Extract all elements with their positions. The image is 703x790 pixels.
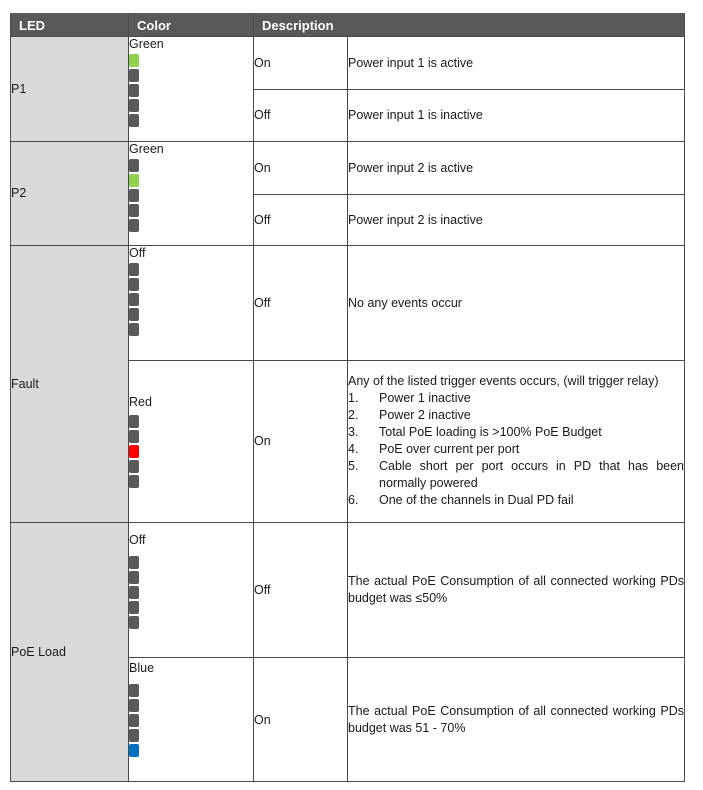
led-off-icon — [129, 278, 139, 291]
color-cell — [129, 360, 254, 522]
led-off-icon — [129, 323, 139, 336]
state-cell: Off — [254, 90, 348, 141]
led-lit-icon — [129, 744, 139, 757]
list-item: 3. Total PoE loading is >100% PoE Budget — [348, 425, 602, 440]
color-label: Off — [129, 532, 146, 547]
color-label: Green — [129, 141, 164, 156]
table-header-row — [11, 14, 685, 37]
state-cell: Off — [254, 246, 348, 361]
led-off-icon — [129, 308, 139, 321]
led-off-icon — [129, 684, 139, 697]
led-off-icon — [129, 204, 139, 217]
fault-trigger-intro: Any of the listed trigger events occurs, (will trigger relay) — [348, 374, 659, 389]
led-lit-icon — [129, 174, 139, 187]
header-color: Color — [129, 14, 254, 37]
led-off-icon — [129, 99, 139, 112]
description-cell: Power input 2 is active — [348, 141, 685, 194]
table-row — [11, 246, 685, 361]
led-off-icon — [129, 714, 139, 727]
led-off-icon — [129, 159, 139, 172]
table-row — [11, 522, 685, 658]
description-cell: Power input 2 is inactive — [348, 194, 685, 245]
led-off-icon — [129, 616, 139, 629]
led-indicator-stack — [129, 159, 253, 232]
led-off-icon — [129, 69, 139, 82]
color-cell — [129, 522, 254, 658]
led-status-table — [10, 13, 685, 782]
led-off-icon — [129, 219, 139, 232]
led-off-icon — [129, 729, 139, 742]
led-indicator-stack — [129, 263, 253, 336]
list-item: 6. One of the channels in Dual PD fail — [348, 493, 574, 508]
header-led: LED — [11, 14, 129, 37]
led-off-icon — [129, 699, 139, 712]
state-cell: On — [254, 360, 348, 522]
table-row — [11, 141, 685, 194]
led-label-p1: P1 — [11, 37, 129, 142]
state-cell: Off — [254, 194, 348, 245]
led-indicator-stack — [129, 415, 253, 488]
led-indicator-stack — [129, 684, 253, 757]
state-cell: On — [254, 37, 348, 90]
led-indicator-stack — [129, 54, 253, 127]
led-label-p2: P2 — [11, 141, 129, 246]
list-item: 2. Power 2 inactive — [348, 408, 471, 423]
description-cell: The actual PoE Consumption of all connected working PDs budget was ≤50% — [348, 522, 685, 658]
description-cell: Power input 1 is active — [348, 37, 685, 90]
led-lit-icon — [129, 445, 139, 458]
list-item: 5. Cable short per port occurs in PD that has been normally powered — [348, 459, 685, 491]
led-off-icon — [129, 415, 139, 428]
led-off-icon — [129, 84, 139, 97]
led-off-icon — [129, 475, 139, 488]
state-cell: On — [254, 141, 348, 194]
led-off-icon — [129, 189, 139, 202]
led-off-icon — [129, 114, 139, 127]
description-cell: Power input 1 is inactive — [348, 90, 685, 141]
color-label: Off — [129, 246, 146, 261]
led-off-icon — [129, 601, 139, 614]
list-item: 4. PoE over current per port — [348, 442, 520, 457]
color-label: Green — [129, 37, 164, 51]
led-lit-icon — [129, 54, 139, 67]
description-cell — [348, 360, 685, 522]
led-off-icon — [129, 263, 139, 276]
color-label: Blue — [129, 661, 155, 676]
led-indicator-stack — [129, 556, 253, 629]
state-cell: Off — [254, 522, 348, 658]
description-cell: No any events occur — [348, 246, 685, 361]
fault-event-list — [348, 390, 684, 509]
color-cell — [129, 141, 254, 246]
led-label-poe-load: PoE Load — [11, 522, 129, 781]
color-cell — [129, 37, 254, 142]
led-label-fault: Fault — [11, 246, 129, 522]
led-off-icon — [129, 460, 139, 473]
color-cell — [129, 658, 254, 782]
led-off-icon — [129, 586, 139, 599]
color-cell — [129, 246, 254, 361]
list-item: 1. Power 1 inactive — [348, 391, 471, 406]
led-off-icon — [129, 430, 139, 443]
header-description: Description — [254, 14, 685, 37]
color-label: Red — [129, 394, 152, 409]
table-row — [11, 37, 685, 90]
led-off-icon — [129, 556, 139, 569]
led-off-icon — [129, 293, 139, 306]
state-cell: On — [254, 658, 348, 782]
led-off-icon — [129, 571, 139, 584]
description-cell: The actual PoE Consumption of all connected working PDs budget was 51 - 70% — [348, 658, 685, 782]
